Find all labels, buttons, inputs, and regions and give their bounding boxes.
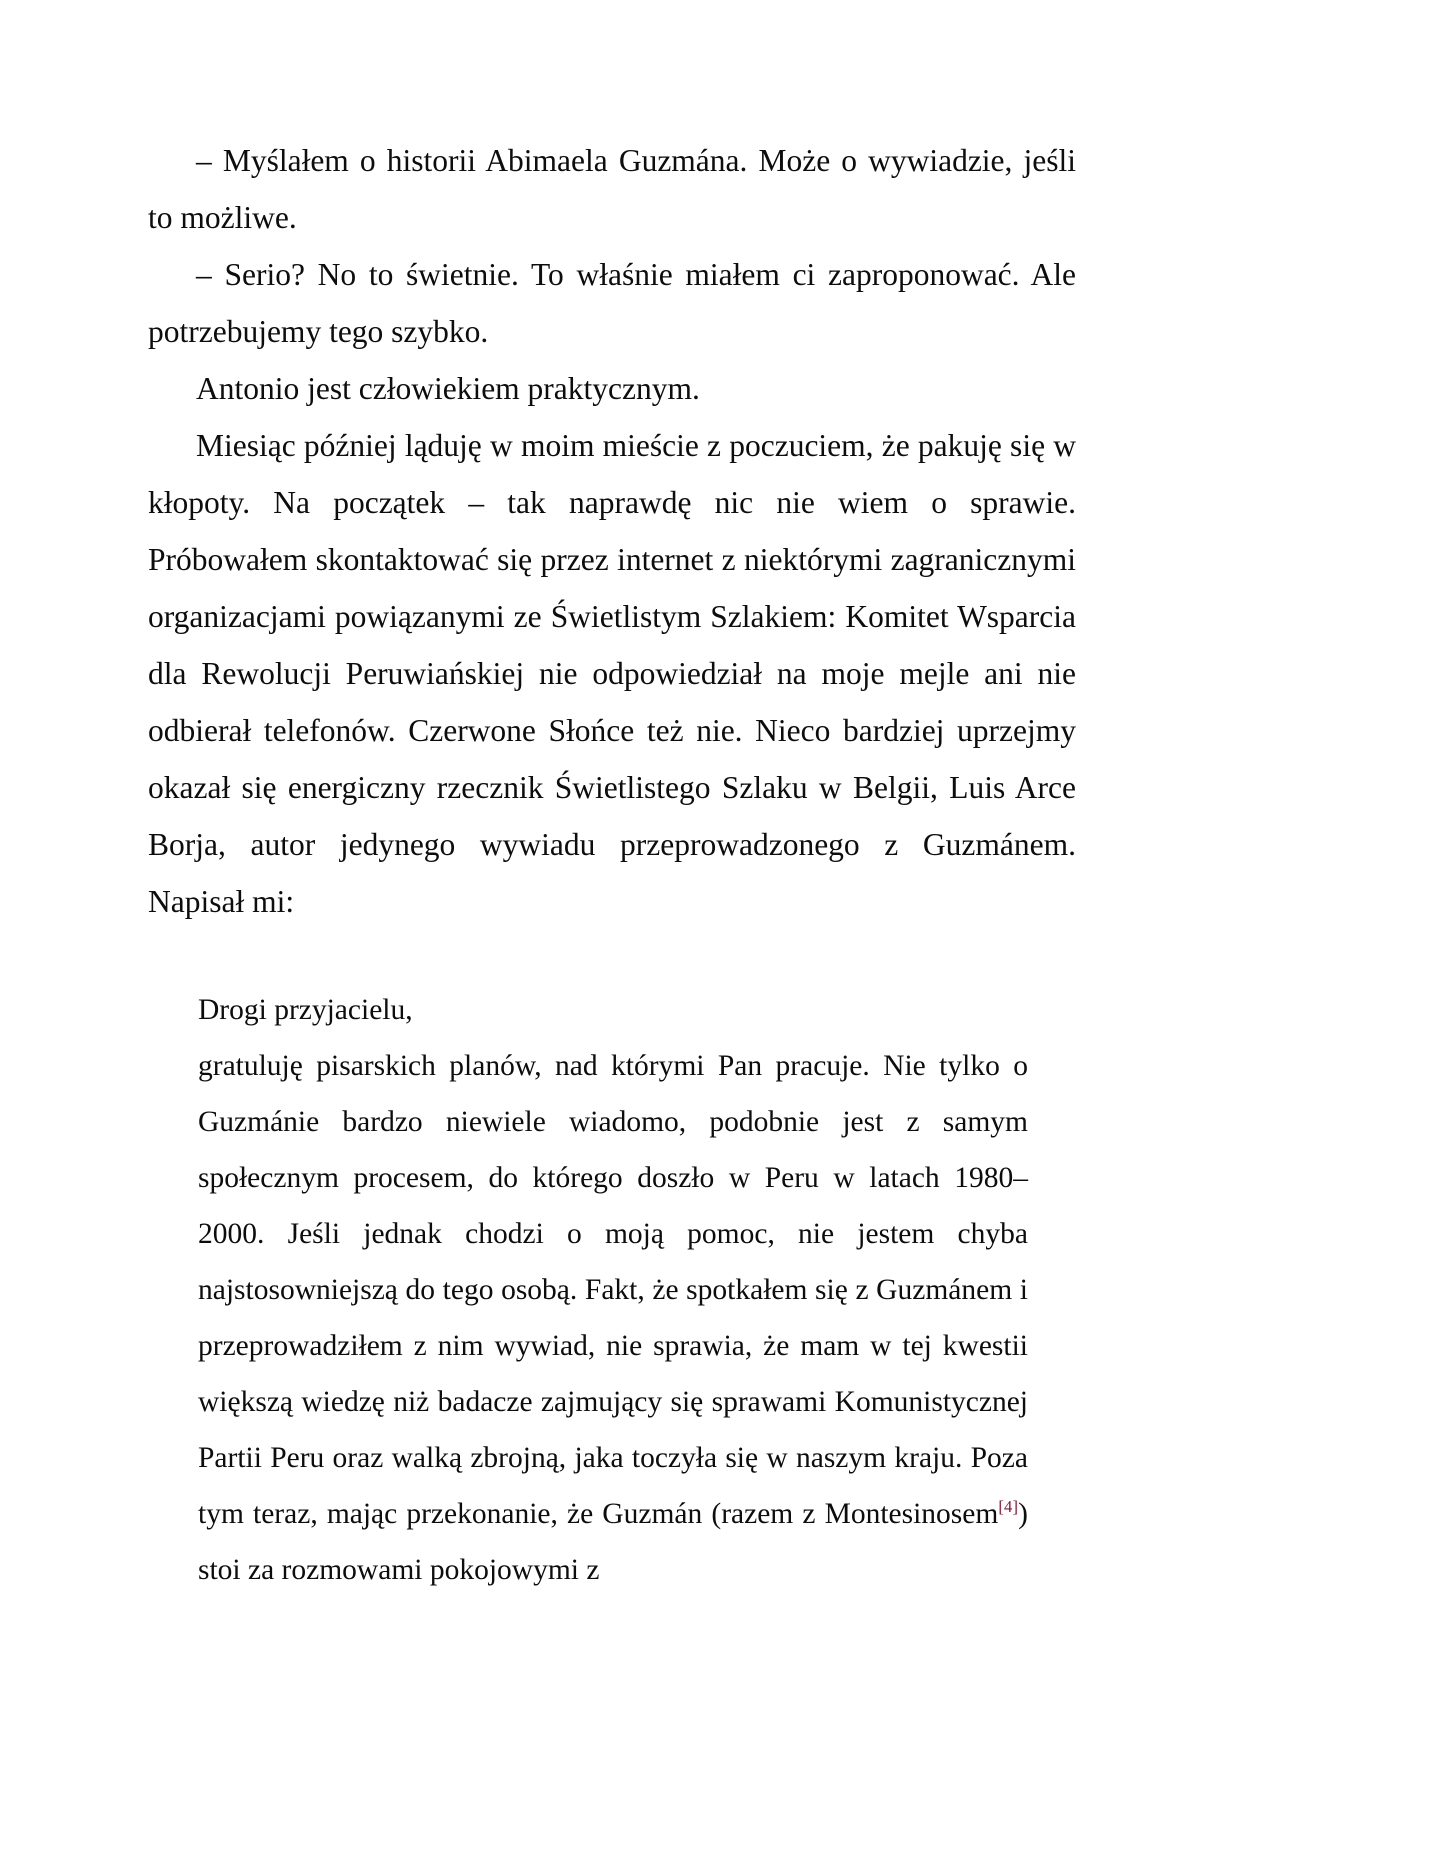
body-paragraph-2: – Serio? No to świetnie. To właśnie miałem ci zaproponować. Ale potrzebujemy tego szybko. <box>148 257 1076 349</box>
footnote-reference-link[interactable]: [4] <box>998 1497 1019 1517</box>
body-paragraph-3: Antonio jest człowiekiem praktycznym. <box>196 371 700 406</box>
letter-body-text-before-footnote: gratuluję pisarskich planów, nad którymi Pan pracuje. Nie tylko o Guzmánie bardzo niewiele wiadomo, podobnie jest z samym społecznym procesem, do którego doszło w Peru w latach 1980–2000. Jeśli jednak chodzi o moją pomoc, nie jestem chyba najstosowniejszą do tego osobą. Fakt, że spotkałem się z Guzmánem i przeprowadziłem z nim wywiad, nie sprawia, że mam w tej kwestii większą wiedzę niż badacze zajmujący się sprawami Komunistycznej Partii Peru oraz walką zbrojną, jaka toczyła się w naszym kraju. Poza tym teraz, mając przekonanie, że Guzmán (razem z Montesinosem <box>198 1050 1028 1530</box>
letter-body <box>198 1038 1028 1598</box>
body-paragraph-4: Miesiąc później ląduję w moim mieście z poczuciem, że pakuję się w kłopoty. Na początek – tak naprawdę nic nie wiem o sprawie. Próbowałem skontaktować się przez internet z niektórymi zagranicznymi organizacjami powiązanymi ze Świetlistym Szlakiem: Komitet Wsparcia dla Rewolucji Peruwiańskiej nie odpowiedział na moje mejle ani nie odbierał telefonów. Czerwone Słońce też nie. Nieco bardziej uprzejmy okazał się energiczny rzecznik Świetlistego Szlaku w Belgii, Luis Arce Borja, autor jedynego wywiadu przeprowadzonego z Guzmánem. Napisał mi: <box>148 428 1076 919</box>
letter-body-text-after-footnote: ) stoi za rozmowami pokojowymi z <box>198 1498 1028 1586</box>
page-content <box>148 132 1076 1598</box>
letter-blockquote <box>198 982 1028 1598</box>
body-paragraph-1: – Myślałem o historii Abimaela Guzmána. Może o wywiadzie, jeśli to możliwe. <box>148 143 1076 235</box>
letter-salutation: Drogi przyjacielu, <box>198 994 413 1026</box>
